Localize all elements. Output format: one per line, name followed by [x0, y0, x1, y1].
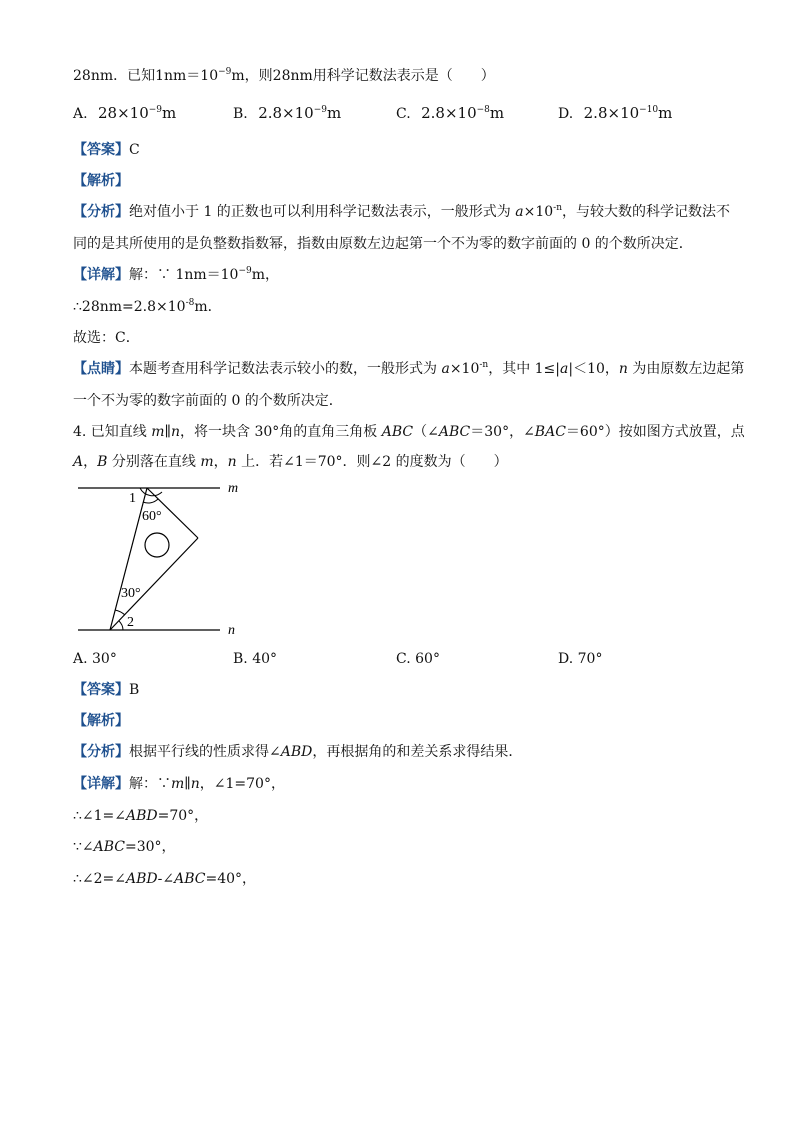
step-exp: -8 — [185, 298, 195, 308]
q3-stem-text-2: m，则28nm用科学记数法表示是（ ） — [231, 68, 495, 84]
fenxi-exp: -n — [553, 203, 563, 213]
option-exp: −8 — [476, 105, 490, 115]
q3-dianjing-line-2 — [73, 394, 343, 408]
q4-stem-text-8: ， — [213, 454, 228, 470]
option-letter: D. — [558, 106, 574, 122]
q3-answer — [73, 143, 140, 157]
q3-dianjing-line-1 — [73, 362, 744, 376]
q4-fenxi — [73, 745, 522, 759]
option-coef: 2.8×10 — [421, 104, 477, 122]
dianjing-times: ×10 — [449, 361, 480, 377]
option-text: 30° — [92, 651, 117, 667]
q4-stem-text-9: 上．若∠1＝70°．则∠2 的度数为（ ） — [236, 454, 508, 470]
angle-arc-60 — [143, 499, 158, 503]
label-angle-30: 30° — [121, 586, 141, 601]
option-exp: −9 — [313, 105, 327, 115]
label-angle-60: 60° — [142, 509, 162, 524]
dianjing-exp: -n — [479, 360, 489, 370]
answer-tag: 【答案】 — [73, 142, 129, 158]
dianjing-text-3: |＜10， — [568, 361, 619, 377]
option-letter: B. — [233, 106, 248, 122]
q4-option-c[interactable] — [396, 652, 440, 666]
option-coef: 2.8×10 — [583, 104, 640, 122]
step-text: ∴∠1=∠ — [73, 808, 127, 824]
parallel-symbol: ∥ — [184, 776, 191, 792]
q4-option-a[interactable] — [73, 652, 117, 666]
var-abc: ABC — [93, 839, 126, 855]
q3-stem-text: 28nm．已知 — [73, 68, 156, 84]
option-text: 70° — [577, 651, 603, 667]
q3-xiangjie — [73, 268, 279, 282]
dianjing-text-5: 一个不为零的数字前面的 0 的个数所决定． — [73, 393, 343, 409]
choose-text: 故选：C． — [73, 330, 140, 346]
option-letter: D. — [558, 651, 574, 667]
q4-answer — [73, 683, 139, 697]
dianjing-text-2: ，其中 1≤| — [488, 361, 561, 377]
xiangjie-tag: 【详解】 — [73, 776, 129, 792]
option-coef: 2.8×10 — [258, 104, 314, 122]
step-text-2: =70°， — [157, 808, 209, 824]
angle-arc-2 — [119, 621, 123, 630]
label-n: n — [228, 623, 235, 638]
step-text-2: m． — [194, 299, 222, 315]
var-a: a — [560, 361, 569, 377]
option-text: 60° — [415, 651, 440, 667]
label-angle-1: 1 — [129, 491, 136, 506]
option-exp: −10 — [639, 105, 659, 115]
var-n: n — [618, 361, 628, 377]
q4-step-3 — [73, 872, 256, 886]
var-m: m — [151, 424, 165, 440]
fenxi-text-2: ，与较大数的科学记数法不 — [562, 204, 731, 220]
step-text-2: -∠ — [157, 871, 175, 887]
var-abc: ABC — [381, 424, 414, 440]
fenxi-text-3: 同的是其所使用的是负整数指数幂，指数由原数左边起第一个不为零的数字前面的 0 的个数所决定． — [73, 236, 693, 252]
step-text: ∴∠2=∠ — [73, 871, 127, 887]
triangle-hole — [145, 533, 169, 557]
option-text: 40° — [252, 651, 278, 667]
xiangjie-text: 解：∵ — [129, 776, 171, 792]
option-unit: m — [162, 104, 177, 122]
option-letter: C. — [396, 106, 411, 122]
option-unit: m — [327, 104, 342, 122]
var-A: A — [73, 454, 84, 470]
option-unit: m — [489, 104, 505, 122]
var-bac: BAC — [534, 424, 566, 440]
q4-stem-text: 4. 已知直线 — [73, 424, 152, 440]
dianjing-text-4: 为由原数左边起第 — [627, 361, 745, 377]
var-abd: ABD — [126, 871, 158, 887]
label-m: m — [228, 481, 239, 496]
option-letter: C. — [396, 651, 411, 667]
analysis-tag: 【解析】 — [73, 713, 129, 729]
q4-stem-text-5: ＝60°）按如图方式放置，点 — [565, 424, 745, 440]
q3-choose — [73, 331, 140, 345]
step-text-3: =40°， — [205, 871, 257, 887]
q3-option-b[interactable] — [233, 106, 341, 121]
var-abc: ABC — [174, 871, 206, 887]
option-letter: A. — [73, 651, 88, 667]
q3-option-a[interactable] — [73, 106, 176, 121]
q4-xiangjie — [73, 777, 285, 791]
xiangjie-text-2: m， — [251, 267, 280, 283]
q3-stem-exp: −9 — [218, 67, 232, 77]
var-abd: ABD — [280, 744, 313, 760]
fenxi-text: 绝对值小于 1 的正数也可以利用科学记数法表示，一般形式为 — [129, 204, 516, 220]
q4-step-1 — [73, 809, 208, 823]
dianjing-tag: 【点睛】 — [73, 361, 129, 377]
q3-stem — [73, 69, 495, 83]
q3-option-c[interactable] — [396, 106, 504, 121]
var-n: n — [227, 454, 237, 470]
answer-value: C — [129, 142, 140, 158]
answer-tag: 【答案】 — [73, 682, 129, 698]
fenxi-tag: 【分析】 — [73, 204, 129, 220]
q3-fenxi-line-2 — [73, 237, 693, 251]
option-unit: m — [658, 104, 673, 122]
q4-stem-text-2: ，将一块含 30°角的直角三角板 — [180, 424, 382, 440]
var-m: m — [171, 776, 185, 792]
answer-value: B — [129, 682, 140, 698]
var-n: n — [190, 776, 200, 792]
dianjing-text: 本题考查用科学记数法表示较小的数，一般形式为 — [129, 361, 442, 377]
xiangjie-text: 解：∵ 1nm＝10 — [129, 267, 239, 283]
label-angle-2: 2 — [127, 615, 134, 630]
q4-step-2 — [73, 840, 176, 854]
var-a: a — [441, 361, 450, 377]
q3-option-d[interactable] — [558, 106, 672, 121]
triangle-side-bc — [110, 538, 198, 630]
var-B: B — [97, 454, 108, 470]
q3-step-1 — [73, 300, 222, 314]
q3-stem-eq: 1nm＝10 — [155, 68, 219, 84]
var-a: a — [515, 204, 524, 220]
step-text-2: =30°， — [125, 839, 176, 855]
q3-analysis-heading — [73, 174, 129, 188]
q4-analysis-heading — [73, 714, 129, 728]
step-text: ∴28nm=2.8×10 — [73, 299, 186, 315]
option-exp: −9 — [148, 105, 163, 115]
xiangjie-text-2: ，∠1=70°， — [199, 776, 285, 792]
analysis-tag: 【解析】 — [73, 173, 129, 189]
var-n: n — [171, 424, 181, 440]
q4-stem-text-7: 分别落在直线 — [107, 454, 201, 470]
fenxi-times: ×10 — [523, 204, 554, 220]
geometry-figure — [70, 476, 270, 641]
option-coef: 28×10 — [98, 104, 149, 122]
parallel-symbol: ∥ — [164, 424, 172, 440]
xiangjie-exp: −9 — [238, 266, 252, 276]
xiangjie-tag: 【详解】 — [73, 267, 129, 283]
q4-stem-text-4: ＝30°，∠ — [470, 424, 535, 440]
q4-stem-text-3: （∠ — [413, 424, 439, 440]
fenxi-text: 根据平行线的性质求得∠ — [129, 744, 281, 760]
q4-stem-text-6: ， — [83, 454, 98, 470]
fenxi-tag: 【分析】 — [73, 744, 129, 760]
var-abc: ABC — [438, 424, 471, 440]
angle-arc-30 — [115, 610, 125, 615]
step-text: ∵∠ — [73, 839, 94, 855]
q4-stem-line-2 — [73, 455, 508, 469]
fenxi-text-2: ，再根据角的和差关系求得结果． — [312, 744, 523, 760]
option-letter: B. — [233, 651, 248, 667]
q4-option-d[interactable] — [558, 652, 602, 666]
q4-option-b[interactable] — [233, 652, 277, 666]
var-abd: ABD — [126, 808, 158, 824]
option-letter: A. — [73, 106, 88, 122]
q3-fenxi-line-1 — [73, 205, 730, 219]
q4-stem-line-1 — [73, 425, 745, 439]
var-m: m — [200, 454, 214, 470]
